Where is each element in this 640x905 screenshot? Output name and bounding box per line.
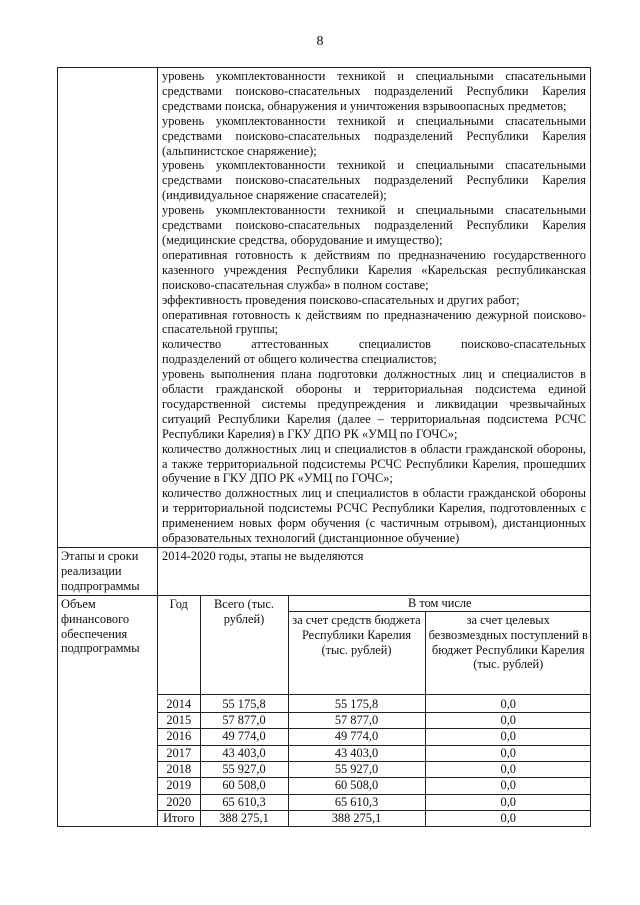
col-targeted-header: за счет целевых безвозмездных поступлений в бюджет Республики Карелия (тыс. рублей) (425, 611, 591, 694)
budget-cell: 49 774,0 (288, 729, 425, 745)
targeted-cell: 0,0 (425, 810, 591, 826)
year-cell: 2014 (158, 694, 200, 712)
col-total-header: Всего (тыс. рублей) (200, 596, 288, 695)
indicators-cell (158, 68, 591, 548)
year-cell: 2015 (158, 713, 200, 729)
targeted-cell: 0,0 (425, 745, 591, 761)
col-year-header: Год (158, 596, 200, 695)
indicator-item: количество аттестованных специалистов поисково-спасательных подразделений от общего количества специалистов; (162, 337, 586, 367)
stages-value: 2014-2020 годы, этапы не выделяются (158, 548, 591, 596)
budget-cell: 388 275,1 (288, 810, 425, 826)
indicator-item: уровень укомплектованности техникой и специальными спасательными средствами поисково-спасательных подразделений Республики Карелия (альпинистское снаряжение); (162, 113, 586, 158)
financing-row (58, 595, 591, 826)
financing-table (158, 596, 591, 826)
targeted-cell: 0,0 (425, 713, 591, 729)
indicator-item: эффективность проведения поисково-спасательных и других работ; (162, 292, 520, 307)
page-number: 8 (316, 34, 324, 49)
targeted-cell: 0,0 (425, 729, 591, 745)
total-label-cell: Итого (158, 810, 200, 826)
stages-row (58, 548, 591, 596)
budget-cell: 43 403,0 (288, 745, 425, 761)
total-cell: 55 927,0 (200, 761, 288, 777)
indicator-item: оперативная готовность к действиям по предназначению государственного казенного учреждения Республики Карелия «Карельская республиканская поисково-спасательная служба» в полном составе; (162, 247, 586, 292)
budget-cell: 60 508,0 (288, 778, 425, 794)
indicator-item: оперативная готовность к действиям по предназначению дежурной поисково-спасательной группы; (162, 307, 586, 337)
total-cell: 55 175,8 (200, 694, 288, 712)
col-budget-header: за счет средств бюджета Республики Карелия (тыс. рублей) (288, 611, 425, 694)
total-cell: 65 610,3 (200, 794, 288, 810)
year-cell: 2020 (158, 794, 200, 810)
col-including-header: В том числе (288, 596, 591, 612)
year-cell: 2018 (158, 761, 200, 777)
targeted-cell: 0,0 (425, 778, 591, 794)
total-cell: 60 508,0 (200, 778, 288, 794)
total-cell: 49 774,0 (200, 729, 288, 745)
targeted-cell: 0,0 (425, 694, 591, 712)
financing-label: Объем финансового обеспечения подпрограммы (58, 595, 158, 826)
stages-label: Этапы и сроки реализации подпрограммы (58, 548, 158, 596)
passport-table (57, 67, 591, 827)
targeted-cell: 0,0 (425, 761, 591, 777)
indicators-row (58, 68, 591, 548)
table-row (158, 694, 591, 712)
year-cell: 2019 (158, 778, 200, 794)
budget-cell: 55 175,8 (288, 694, 425, 712)
targeted-cell: 0,0 (425, 794, 591, 810)
indicator-item: количество должностных лиц и специалистов в области гражданской обороны, а также территориальной подсистемы РСЧС Республики Карелия, прошедших обучение в ГКУ ДПО РК «УМЦ по ГОЧС»; (162, 441, 586, 486)
financing-cell (158, 595, 591, 826)
indicator-item: количество должностных лиц и специалистов в области гражданской обороны и территориальной подсистемы РСЧС Республики Карелия, подготовленных с применением новых форм обучения (с частичным отрывом), дистанционных образовательных технологий (дистанционное обучение) (162, 486, 586, 546)
financing-header-row (158, 596, 591, 612)
table-row (158, 745, 591, 761)
budget-cell: 65 610,3 (288, 794, 425, 810)
budget-cell: 55 927,0 (288, 761, 425, 777)
table-row (158, 778, 591, 794)
year-cell: 2017 (158, 745, 200, 761)
table-row (158, 729, 591, 745)
total-cell: 43 403,0 (200, 745, 288, 761)
total-row (158, 810, 591, 826)
table-row (158, 761, 591, 777)
table-row (158, 713, 591, 729)
budget-cell: 57 877,0 (288, 713, 425, 729)
table-row (158, 794, 591, 810)
year-cell: 2016 (158, 729, 200, 745)
total-cell: 57 877,0 (200, 713, 288, 729)
indicator-item: уровень укомплектованности техникой и специальными спасательными средствами поисково-спасательных подразделений Республики Карелия (медицинские средства, оборудование и имущество); (162, 203, 586, 247)
indicator-item: уровень выполнения плана подготовки должностных лиц и специалистов в области гражданской обороны и территориальная подсистема единой государственной системы предупреждения и ликвидации чрезвычайных ситуаций Республики Карелия (далее – территориальная подсистема РСЧС Республики Карелия) в ГКУ ДПО РК «УМЦ по ГОЧС»; (162, 367, 586, 441)
total-cell: 388 275,1 (200, 810, 288, 826)
indicator-item: уровень укомплектованности техникой и специальными спасательными средствами поисково-спасательных подразделений Республики Карелия средствами поиска, обнаружения и уничтожения взрывоопасных предметов; (162, 69, 586, 113)
indicator-item: уровень укомплектованности техникой и специальными спасательными средствами поисково-спасательных подразделений Республики Карелия (индивидуальное снаряжение спасателей); (162, 158, 586, 203)
indicators-label-cell (58, 68, 158, 548)
